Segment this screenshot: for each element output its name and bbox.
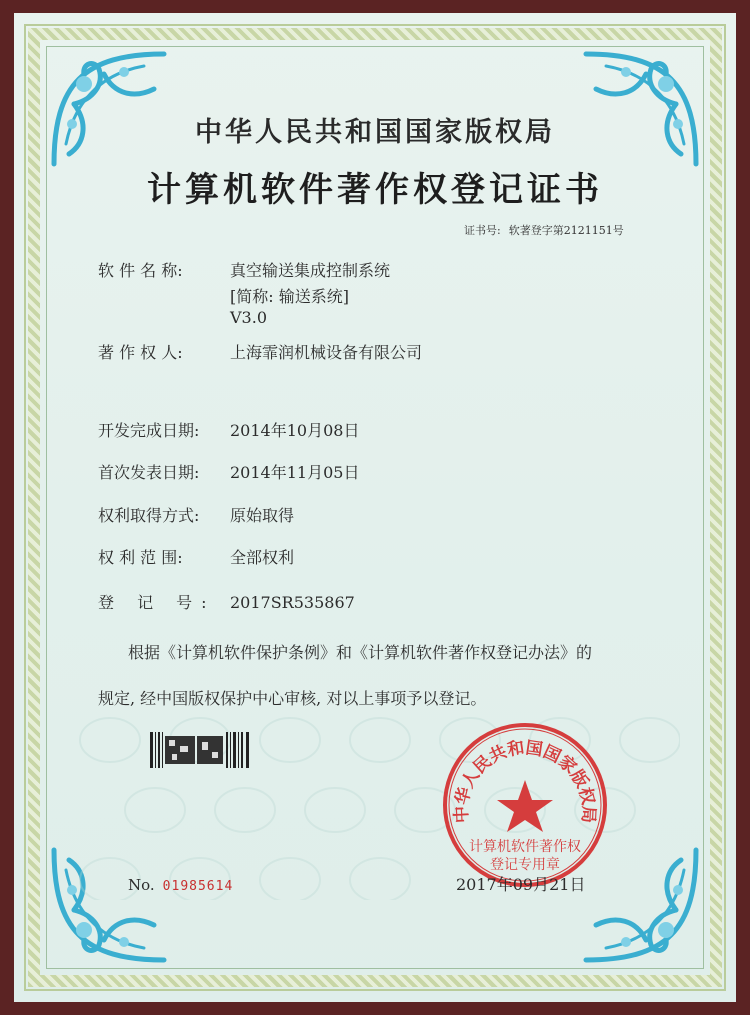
body-line-2: 规定, 经中国版权保护中心审核, 对以上事项予以登记。 [98, 689, 487, 708]
software-short-name: [简称: 输送系统] [230, 287, 349, 306]
seal-ring-text: 中华人民共和国国家版权局 [451, 738, 599, 824]
owner-value: 上海霏润机械设备有限公司 [230, 343, 423, 362]
pub-date-label: 首次发表日期: [98, 463, 200, 482]
scope-value: 全部权利 [230, 548, 295, 567]
scope-label: 权 利 范 围: [98, 548, 183, 567]
software-name-label: 软 件 名 称: [98, 261, 183, 280]
certificate-number-value: 软著登字第2121151号 [508, 224, 624, 237]
software-version: V3.0 [230, 308, 267, 327]
dev-date-value: 2014年10月08日 [230, 421, 360, 440]
barcode-icon [150, 732, 250, 768]
acquire-label: 权利取得方式: [98, 506, 200, 525]
issue-date: 2017年09月21日 [456, 875, 586, 894]
certificate-title: 计算机软件著作权登记证书 [147, 170, 603, 210]
serial-number-value: 01985614 [162, 879, 234, 894]
software-name-row [98, 258, 390, 281]
seal-line-1: 计算机软件著作权 [469, 839, 581, 855]
acquire-value: 原始取得 [230, 506, 295, 525]
seal-line-2: 登记专用章 [490, 857, 560, 873]
certificate-number [464, 222, 632, 238]
dev-date-label: 开发完成日期: [98, 421, 200, 440]
scope-row [98, 545, 294, 568]
pub-date-value: 2014年11月05日 [230, 463, 360, 482]
reg-no-value: 2017SR535867 [230, 593, 355, 612]
owner-label: 著 作 权 人: [98, 343, 183, 362]
certificate-number-label: 证书号: [464, 224, 501, 237]
body-line-1: 根据《计算机软件保护条例》和《计算机软件著作权登记办法》的 [128, 643, 593, 662]
dev-date-row [98, 418, 359, 441]
pub-date-row [98, 460, 359, 483]
serial-number-label: No. [128, 876, 155, 894]
owner-row [98, 340, 422, 363]
reg-no-label: 登 记 号: [98, 593, 216, 612]
reg-no-row [98, 590, 355, 613]
serial-number [128, 876, 233, 894]
issuer-title: 中华人民共和国国家版权局 [195, 117, 555, 148]
acquire-row [98, 503, 294, 526]
software-name-value: 真空输送集成控制系统 [230, 261, 391, 280]
